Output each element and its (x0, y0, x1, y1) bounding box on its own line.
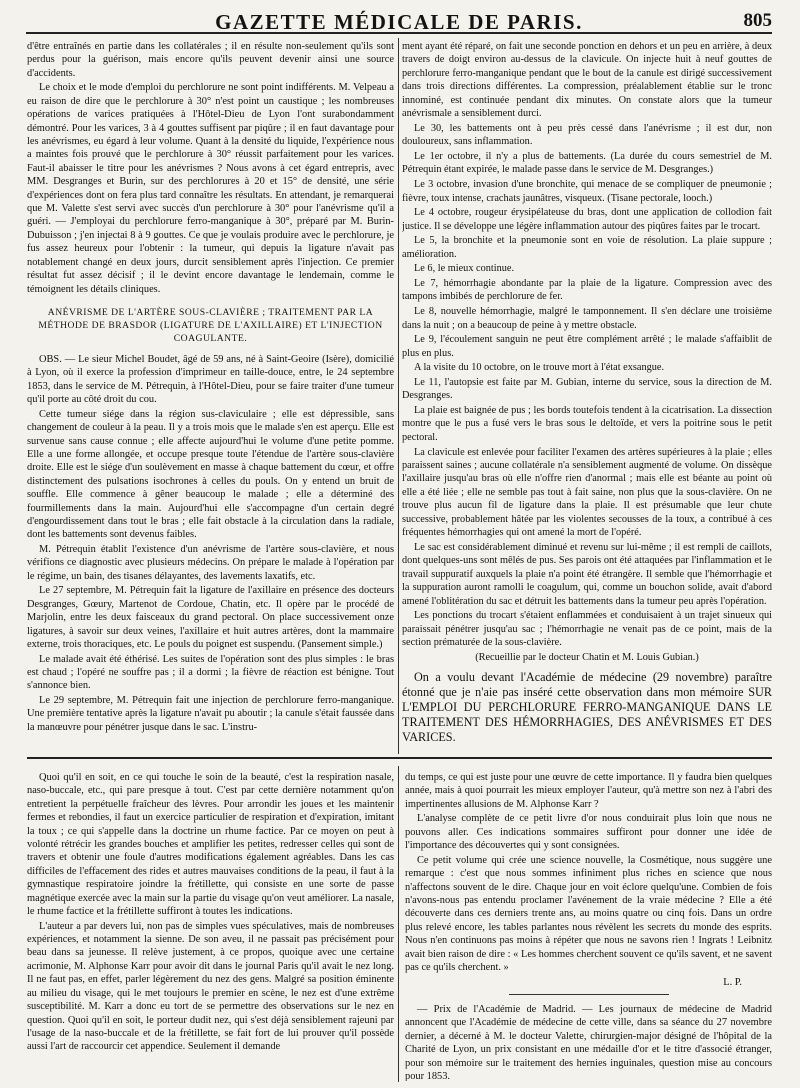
paragraph: Le malade avait été éthérisé. Les suites de l'opération sont des plus simples : le bras est chaud ; l'opéré ne souffre pas ; il a dormi ; la fièvre de réaction est bénigne. Tout s'annonce bien. (27, 653, 394, 692)
paragraph: La clavicule est enlevée pour faciliter l'examen des artères supérieures à la plaie ; elles paraissent saines ; aucune collatérale n'a sensiblement augmenté de volume. On dissèque l'axillaire jusqu'au bras où elle n'offre rien d'anormal ; mais elle est béante au point où elle a été liée ; elle ne semble pas tout à fait saine, non plus que la sous-clavière. On ne trouve plus aucun fil de ligature dans la plaie. Il est présumable que leur chute successive, probablement hâtée par les violentes secousses de la toux, a contribué à ces fréquentes hémorrhagies qui ont amené la mort de l'opéré. (402, 446, 772, 539)
article-column-right (402, 40, 772, 752)
paragraph: Le 27 septembre, M. Pétrequin fait la ligature de l'axillaire en présence des docteurs Desgranges, Gœury, Martenot de Cordoue, Chatin, etc. Il opère par le procédé de Marjolin, entre les deux faisceaux du grand pectoral. On place successivement onze ligatures, à savoir sur deux veines, l'axillaire et huit autres artères, dont la mammaire externe, trois thoraciques, etc. Le pouls du poignet est suspendu. (Pansement simple.) (27, 585, 394, 650)
paragraph (402, 751, 772, 752)
paragraph: ment ayant été réparé, on fait une seconde ponction en dehors et un peu en arrière, à deux travers de doigt environ au-dessus de la clavicule. On injecte huit à neuf gouttes de perchlorure ferro-manganique pendant que le bout de la canule est dirigé successivement dans trois directions différentes. La compression, préalablement établie sur le tronc innominé, est continuée pendant dix minutes. On constate alors que la tumeur anévrismale a sensiblement durci. (402, 41, 772, 120)
paragraph: Le 6, le mieux continue. (414, 263, 515, 275)
paragraph: Les ponctions du trocart s'étaient enflammées et conduisaient à un trajet sinueux qui paraissait pénétrer jusqu'au sac ; l'hémorrhagie ne venait pas de ce point, mais de la section prématurée de la sous-clavière. (402, 610, 772, 649)
paragraph: Le choix et le mode d'emploi du perchlorure ne sont point indifférents. M. Velpeau a eu raison de dire que le perchlorure à 30° n'est point un caustique ; les nombreuses opérations de varices pratiquées à l'Hôtel-Dieu de Lyon l'ont surabondamment démontré. Pour les varices, 3 à 4 gouttes suffisent par piqûre ; il en faut davantage pour les anévrismes, eu égard à leur volume. Quant à la densité du liquide, l'expérience nous a maintes fois prouvé que le perchlorure à 30° réussit parfaitement pour les varices. Faut-il abaisser le titre pour les anévrismes ? Nous avons à cet égard entrepris, avec MM. Desgranges et Burin, sur des perchlorures à 20 et 15° de densité, une série d'expériences dont on fera plus tard connaître les résultats. En attendant, je remarquerai que M. Valette s'est servi avec succès d'un perchlorure à 30° pour l'anévrisme qu'il a guéri. — J'employai du perchlorure ferro-manganique à 30°, préparé par M. Burin-Dubuisson ; j'en injectai 8 à 9 gouttes. Ce que je voulais produire avec le perchlorure, je fus assez heureux pour l'obtenir : la tumeur, qui depuis la ligature n'avait pas notablement changé en deux jours, durcit sensiblement après l'injection. Ce premier résultat fut assez décisif ; il le devint encore davantage le lendemain, comme le témoignent les détails cliniques. (27, 82, 394, 295)
feuilleton-column-left (27, 771, 394, 1081)
paragraph: d'être entraînés en partie dans les collatérales ; il en résulte non-seulement qu'ils sont perdus pour la guérison, mais encore qu'ils peuvent devenir ainsi une source d'accidents. (27, 41, 394, 79)
article-column-left (27, 40, 394, 752)
paragraph: Quoi qu'il en soit, en ce qui touche le soin de la beauté, c'est la respiration nasale, naso-buccale, etc., qui pare presque à tout. C'est par cette dernière notamment qu'on entretient la perpétuelle fraîcheur des lèvres. Pour arrondir les joues et les maintenir fermes et rebondies, il faut un exercice particulier de respiration et d'expiration, imitant la toux ; ce qui s'appelle dans la doctrine un rhume factice. Par ce moyen on peut à volonté rétrécir les grandes bouches et amplifier les petites, redresser celles qui sont de travers et obtenir une foule d'autres modifications également agréables. Dans les cas difficiles de l'effacement des rides et autres mauvaises conditions de la peau, il faut à la gymnastique respiratoire joindre la frétillette, qui consiste en une sorte de passe magnétique exercée avec la main sur la partie du visage qu'on veut améliorer. La nasale, le rhume factice et la frétillette suffiront à toutes les indications. (27, 772, 394, 918)
paragraph: Le 30, les battements ont à peu près cessé dans l'anévrisme ; il est dur, non douloureux, sans inflammation. (402, 122, 772, 148)
paragraph: On a voulu devant l'Académie de médecine (29 novembre) paraître étonné que je n'aie pas inséré cette observation dans mon mémoire SUR L'EMPLOI DU PERCHLORURE FERRO-MANGANIQUE DANS LE TRAITEMENT DES HÉMORRHAGIES, DES ANÉVRISMES ET DES VARICES. (402, 670, 772, 745)
paragraph: Le 1er octobre, il n'y a plus de battements. (La durée du cours semestriel de M. Pétrequin étant expirée, le malade passe dans le service de M. Desgranges.) (402, 151, 772, 176)
paragraph: Le 4 octobre, rougeur érysipélateuse du bras, dont une application de collodion fait justice. Il se développe une légère inflammation autour des piqûres faites par le trocart. (402, 207, 772, 232)
page-number: 805 (743, 10, 772, 31)
paragraph: La plaie est baignée de pus ; les bords toutefois tendent à la cicatrisation. La dissection montre que le pus a fusé vers le bras sous le deltoïde, et vers la poitrine sous le petit pectoral. (402, 405, 772, 443)
paragraph: A la visite du 10 octobre, on le trouve mort à l'état exsangue. (414, 362, 665, 374)
paragraph: Le sac est considérablement diminué et revenu sur lui-même ; il est rempli de caillots, dont quelques-uns sont mêlés de pus. Ses parois ont été attaquées par l'inflammation et le travail suppuratif auxquels la plaie n'a point été étrangère. Il semble que l'hémorrhagie et la suppuration auront ramolli le coagulum, qui, comme un bouchon solide, avait d'abord amené l'oblitération du sac et détruit les battements dans la tumeur peu après l'opération. (402, 541, 772, 607)
page-header (26, 10, 772, 34)
author-signature: L. P. (723, 977, 742, 989)
observation-credit: (Recueillie par le docteur Chatin et M. Louis Gubian.) (475, 651, 699, 663)
paragraph: Le 9, l'écoulement sanguin ne peut être complément arrêté ; le malade s'affaiblit de plus en plus. (402, 334, 772, 359)
observation-intro: OBS. — Le sieur Michel Boudet, âgé de 59 ans, né à Saint-Geoire (Isère), domicilié à Lyon, où il exerce la profession d'imprimeur en taille-douce, entre, le 24 septembre 1853, dans le service de M. Pétrequin, à l'Hôtel-Dieu, pour se faire traiter d'une tumeur qu'il porte au côté droit du cou. (27, 353, 394, 406)
paragraph: M. Pétrequin établit l'existence d'un anévrisme de l'artère sous-clavière, et nous vérifions ce diagnostic avec plusieurs médecins. On prépare le malade à l'opération par le régime, un bain, des tisanes délayantes, des lavements laxatifs, etc. (27, 543, 394, 582)
feuilleton-column-right (405, 771, 772, 1081)
section-title: ANÉVRISME DE L'ARTÈRE SOUS-CLAVIÈRE ; TRAITEMENT PAR LA MÉTHODE DE BRASDOR (LIGATURE DE L'AXILLAIRE) ET L'INJECTION COAGULANTE. (38, 306, 383, 344)
column-divider (398, 38, 399, 754)
paragraph: L'analyse complète de ce petit livre d'or nous conduirait plus loin que nous ne pouvons aller. Ces indications sommaires suffiront pour donner une idée de l'importance des découvertes qui y sont consignées. (405, 813, 772, 852)
paragraph: Le 11, l'autopsie est faite par M. Gubian, interne du service, sous la direction de M. Desgranges. (402, 376, 772, 402)
paragraph: Le 7, hémorrhagie abondante par la plaie de la ligature. Compression avec des tampons imbibés de perchlorure de fer. (402, 278, 772, 303)
paragraph: Le 5, la bronchite et la pneumonie sont en voie de résolution. La plaie suppure ; amélioration. (402, 235, 772, 260)
news-item: — Prix de l'Académie de Madrid. — Les journaux de médecine de Madrid annoncent que l'Académie de médecine de cette ville, dans sa séance du 27 novembre dernier, a décerné à M. le docteur Valette, chirurgien-major désigné de l'hôpital de la Charité de Lyon, un prix consistant en une médaille d'or et le titre d'associé étranger, pour son mémoire sur le traitement des hernies inguinales, question mise au concours pour 1853. (405, 1003, 772, 1081)
column-divider (398, 766, 399, 1082)
short-rule (509, 994, 669, 995)
paragraph: Le 29 septembre, M. Pétrequin fait une injection de perchlorure ferro-manganique. Une première tentative après la ligature n'avait pu aboutir ; la canule s'était faussée dans la manœuvre pour pénétrer jusque dans le sac. L'instru- (27, 695, 394, 733)
paragraph: Cette tumeur siége dans la région sus-claviculaire ; elle est dépressible, sans changement de couleur à la peau. Il y a trois mois que le malade s'en est aperçu. Elle est survenue sans cause connue ; elle affecte aujourd'hui le volume d'une petite pomme. Elle a une forme allongée, et occupe presque toute l'étendue de l'artère sous-clavière droite. Elle est le siége d'un soulèvement en masse à chaque battement du cœur, et offre distinctement des pulsations isochrones à celles du pouls. On y entend un bruit de souffle. Elle commence à gêner beaucoup le malade ; elle a déterminé des fourmillements dans la main. Aujourd'hui elle s'accompagne d'un certain degré d'engourdissement dans tout le bras ; elle fait obstacle à la circulation dans la radiale, dont les battements sont devenus faibles. (27, 408, 394, 541)
paragraph: Le 3 octobre, invasion d'une bronchite, qui menace de se compliquer de pneumonie ; fièvre, toux intense, crachats jaunâtres, visqueux. (Tisane pectorale, looch.) (402, 179, 772, 204)
paragraph: L'auteur a par devers lui, non pas de simples vues spéculatives, mais de nombreuses expériences, et notamment la sienne. De son aveu, il ne passait pas précisément pour beau dans sa jeunesse. Il relève justement, à ce propos, quoique avec une certaine acrimonie, M. Alphonse Karr pour avoir dit dans le journal Paris qu'il avait le nez long. Il ne faut pas, en effet, parler légèrement du nez des gens. Malgré sa position éminente au milieu du visage, qui le met toujours le premier en scène, le nez est d'une extrême susceptibilité. M. Karr a donc eu tort de se permettre des observations sur le nez en question. Quoi qu'il en soit, le porteur dudit nez, qui s'est déjà sensiblement rajeuni par l'usage de la naso-buccale et de la frétillette, se fait fort de lui prouver qu'il possède aussi l'art de raccourcir cet appendice. Seulement il demande (27, 920, 394, 1053)
paragraph: Le 8, nouvelle hémorrhagie, malgré le tamponnement. Il s'en déclare une troisième dans la nuit ; on a beaucoup de peine à y mettre obstacle. (402, 306, 772, 331)
horizontal-separator (27, 757, 772, 759)
journal-title: GAZETTE MÉDICALE DE PARIS. (215, 10, 583, 34)
paragraph: Ce petit volume qui crée une science nouvelle, la Cosmétique, nous suggère une remarque : c'est que nous sommes infiniment plus riches en science que nous n'affectons souvent de le dire. Chaque jour en voit éclore quelqu'une. Combien de fois n'avons-nous pas entendu proclamer l'avénement de la vraie médecine ? Elle a été découverte dans ces derniers trente ans, au moins quatre ou cinq fois. Dans un ordre plus relevé encore, les tables parlantes nous révèlent les secrets du monde des esprits. Nous n'en continuons pas moins à répéter que nous ne savons rien ! Ingrats ! Leibnitz avait bien raison de dire : « Les hommes cherchent souvent ce qu'ils savent, et ne savent pas ce qu'ils cherchent. » (405, 854, 772, 974)
paragraph: du temps, ce qui est juste pour une œuvre de cette importance. Il y faudra bien quelques année, mais à quoi pourrait les mieux employer l'auteur, qu'à mettre son nez à l'abri des impertinentes allusions de M. Alphonse Karr ? (405, 772, 772, 810)
